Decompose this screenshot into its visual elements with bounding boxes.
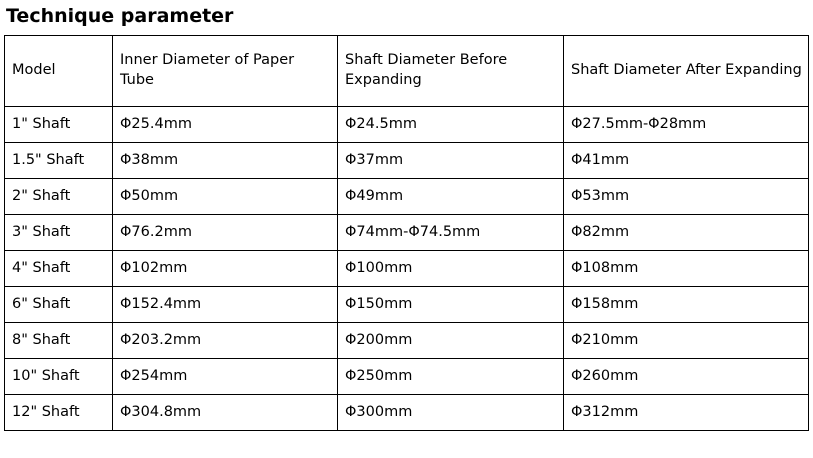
cell-after-expanding: Φ312mm [564,394,809,430]
cell-before-expanding: Φ200mm [338,322,564,358]
cell-model: 3" Shaft [5,214,113,250]
column-header-inner-diameter: Inner Diameter of Paper Tube [113,35,338,106]
cell-inner-diameter: Φ304.8mm [113,394,338,430]
table-row [5,142,809,178]
cell-model: 1" Shaft [5,106,113,142]
table-header-row [5,35,809,106]
column-header-after-expanding: Shaft Diameter After Expanding [564,35,809,106]
cell-model: 10" Shaft [5,358,113,394]
cell-inner-diameter: Φ102mm [113,250,338,286]
cell-inner-diameter: Φ203.2mm [113,322,338,358]
table-row [5,250,809,286]
cell-before-expanding: Φ74mm-Φ74.5mm [338,214,564,250]
table-row [5,394,809,430]
cell-after-expanding: Φ158mm [564,286,809,322]
page-title: Technique parameter [6,5,234,27]
cell-before-expanding: Φ150mm [338,286,564,322]
cell-inner-diameter: Φ25.4mm [113,106,338,142]
table-row [5,214,809,250]
cell-after-expanding: Φ260mm [564,358,809,394]
table-row [5,286,809,322]
cell-before-expanding: Φ100mm [338,250,564,286]
cell-after-expanding: Φ41mm [564,142,809,178]
cell-before-expanding: Φ300mm [338,394,564,430]
cell-after-expanding: Φ210mm [564,322,809,358]
cell-after-expanding: Φ53mm [564,178,809,214]
cell-before-expanding: Φ24.5mm [338,106,564,142]
cell-model: 4" Shaft [5,250,113,286]
column-header-model: Model [5,35,113,106]
table-row [5,178,809,214]
cell-model: 2" Shaft [5,178,113,214]
technique-parameter-table [4,35,809,431]
cell-before-expanding: Φ49mm [338,178,564,214]
cell-model: 1.5" Shaft [5,142,113,178]
cell-after-expanding: Φ82mm [564,214,809,250]
cell-inner-diameter: Φ38mm [113,142,338,178]
cell-inner-diameter: Φ152.4mm [113,286,338,322]
cell-inner-diameter: Φ254mm [113,358,338,394]
cell-inner-diameter: Φ76.2mm [113,214,338,250]
cell-model: 6" Shaft [5,286,113,322]
cell-after-expanding: Φ27.5mm-Φ28mm [564,106,809,142]
cell-inner-diameter: Φ50mm [113,178,338,214]
table-row [5,358,809,394]
cell-before-expanding: Φ37mm [338,142,564,178]
table-row [5,322,809,358]
cell-before-expanding: Φ250mm [338,358,564,394]
column-header-before-expanding: Shaft Diameter Before Expanding [338,35,564,106]
table-row [5,106,809,142]
cell-model: 8" Shaft [5,322,113,358]
cell-after-expanding: Φ108mm [564,250,809,286]
cell-model: 12" Shaft [5,394,113,430]
